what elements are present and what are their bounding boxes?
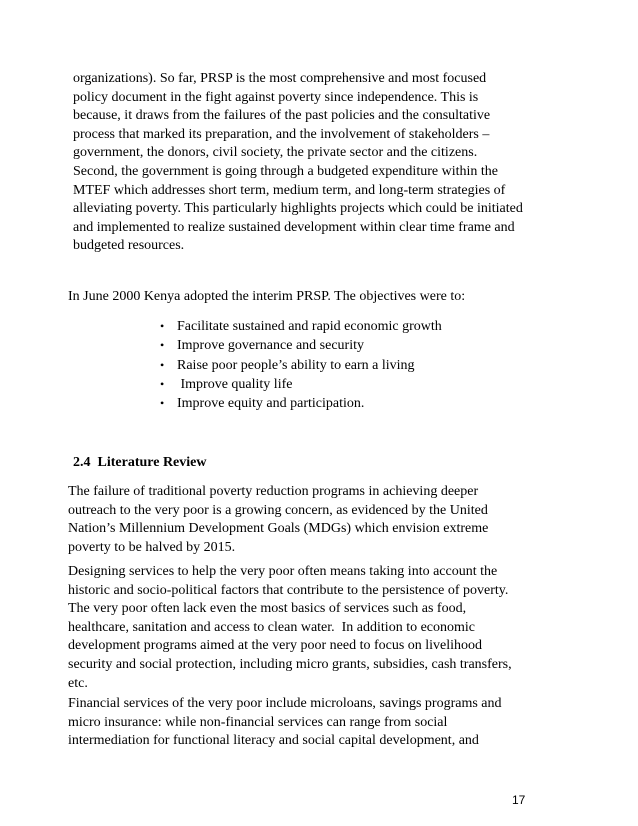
paragraph-line: Nation’s Millennium Development Goals (MDGs) which envision extreme xyxy=(68,521,489,537)
list-item-text: Improve equity and participation. xyxy=(177,396,365,412)
paragraph-line: etc. xyxy=(68,675,88,691)
bullet-icon: • xyxy=(160,357,165,372)
paragraph-line: The failure of traditional poverty reduction programs in achieving deeper xyxy=(68,484,479,499)
list-item xyxy=(160,375,442,394)
paragraph-line: security and social protection, including micro grants, subsidies, cash transfers, xyxy=(68,656,512,672)
intro-line: government, the donors, civil society, the private sector and the citizens. xyxy=(73,145,478,161)
paragraph-financial xyxy=(68,695,568,751)
intro-line: and implemented to realize sustained development within clear time frame and xyxy=(73,219,515,235)
paragraph-line: intermediation for functional literacy and social capital development, and xyxy=(68,733,479,749)
list-item xyxy=(160,336,442,355)
bullet-icon: • xyxy=(160,319,165,333)
paragraph-line: development programs aimed at the very poor need to focus on livelihood xyxy=(68,638,483,654)
paragraph-line: The very poor often lack even the most basics of services such as food, xyxy=(68,601,467,617)
paragraph-line: Designing services to help the very poor often means taking into account the xyxy=(68,564,498,579)
list-item-text: Facilitate sustained and rapid economic growth xyxy=(177,319,442,334)
bullet-icon: • xyxy=(160,338,165,353)
intro-paragraph xyxy=(73,70,543,256)
section-heading xyxy=(73,454,206,472)
intro-line: organizations). So far, PRSP is the most comprehensive and most focused xyxy=(73,71,487,86)
paragraph-line: poverty to be halved by 2015. xyxy=(68,539,236,555)
intro-line: process that marked its preparation, and the involvement of stakeholders – xyxy=(73,126,490,142)
intro-line: Second, the government is going through a budgeted expenditure within the xyxy=(73,163,498,179)
section-title: Literature Review xyxy=(97,455,207,470)
paragraph-line: micro insurance: while non-financial services can range from social xyxy=(68,714,448,730)
paragraph-mdg xyxy=(68,483,568,557)
paragraph-line: historic and socio-political factors that contribute to the persistence of poverty. xyxy=(68,582,509,598)
list-item-text: Improve governance and security xyxy=(177,338,364,354)
objectives-intro: In June 2000 Kenya adopted the interim PRSP. The objectives were to: xyxy=(68,289,466,304)
bullet-icon: • xyxy=(160,396,165,411)
section-number: 2.4 xyxy=(73,455,91,470)
paragraph-line: outreach to the very poor is a growing concern, as evidenced by the United xyxy=(68,502,488,518)
list-item xyxy=(160,394,442,413)
paragraph-line: Financial services of the very poor include microloans, savings programs and xyxy=(68,696,502,711)
list-item-text: Raise poor people’s ability to earn a living xyxy=(177,357,415,373)
list-item xyxy=(160,317,442,336)
intro-line: MTEF which addresses short term, medium term, and long-term strategies of xyxy=(73,182,506,198)
objectives-list xyxy=(160,317,442,413)
list-item xyxy=(160,356,442,375)
page-number: 17 xyxy=(512,793,526,807)
paragraph-line: healthcare, sanitation and access to clean water. In addition to economic xyxy=(68,619,476,635)
intro-line: alleviating poverty. This particularly highlights projects which could be initiated xyxy=(73,201,523,217)
intro-line: because, it draws from the failures of the past policies and the consultative xyxy=(73,108,491,124)
intro-line: policy document in the fight against poverty since independence. This is xyxy=(73,89,479,105)
paragraph-services xyxy=(68,563,568,693)
bullet-icon: • xyxy=(160,376,165,391)
list-item-text: Improve quality life xyxy=(177,376,293,392)
intro-line: budgeted resources. xyxy=(73,238,185,254)
